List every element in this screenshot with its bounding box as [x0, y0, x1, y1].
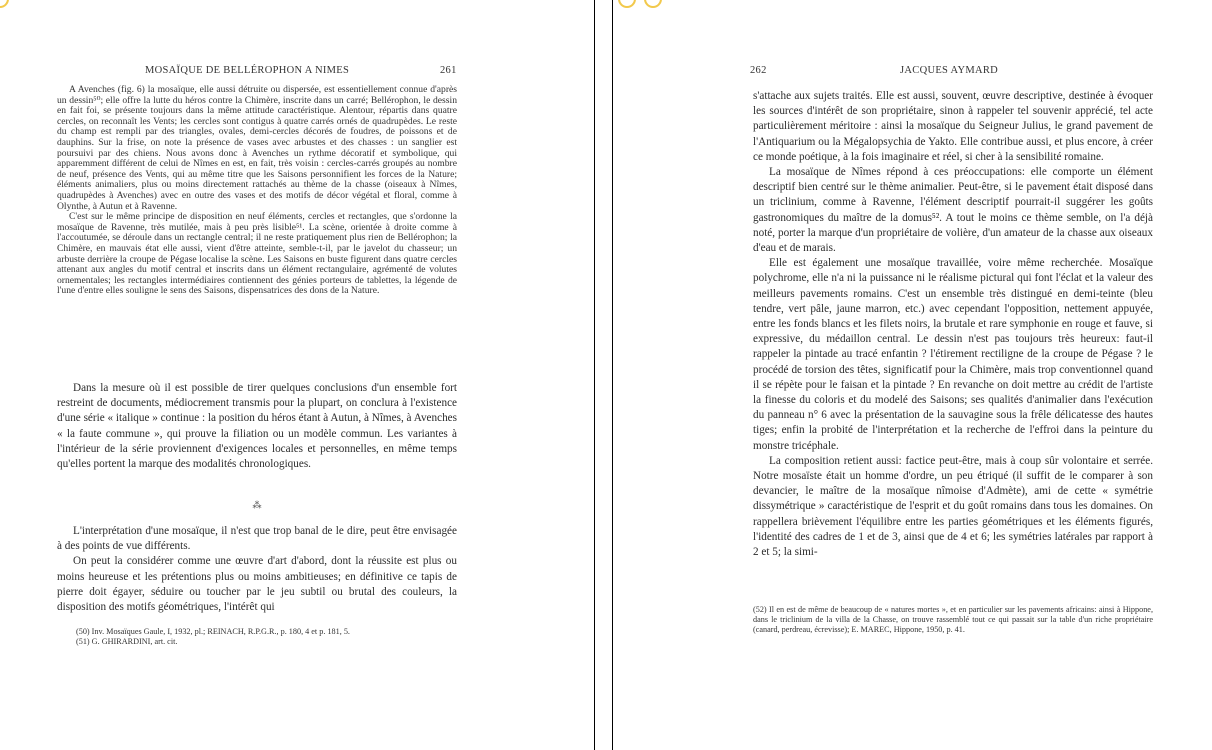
body-paragraph: Elle est également une mosaïque travaillée, voire même recherchée. Mosaïque polychrome, elle n'a ni la puissance ni le réalisme pictural qui font l'éclat et la valeur des meilleurs pavements romains. C'est un ensemble très distingué en demi-teinte (bleu tendre, vert pâle, jaune marron, etc.) avec cependant l'opposition, nettement appuyée, entre les fonds blancs et les filets noirs, la brutale et rare symphonie en rouge et fauve, si expressive, du médaillon central. Le dessin n'est pas toujours très heureux: faut-il rappeler la pintade au tracé enfantin ? l'étirement rectiligne de la croupe de Pégase ? le procédé de torsion des têtes, significatif pour la Chimère, mais trop conventionnel quand il se répète pour le faisan et la pintade ? En revanche on doit mettre au crédit de l'artiste la finesse du coloris et du modelé des Saisons; ses qualités d'animalier dans l'exécution du panneau n° 6 avec la présentation de la sauvagine sous la frêle délicatesse des hautes tiges; enfin la probité de l'interprétation et la recherche de l'effroi dans la peinture du monstre tricéphale. [753, 257, 1153, 452]
right-body [753, 89, 1153, 560]
right-running-title: JACQUES AYMARD [900, 65, 999, 76]
small-paragraph: C'est sur le même principe de disposition en neuf éléments, cercles et rectangles, que s'ordonne la mosaïque de Ravenne, très mutilée, mais à peu près lisible⁵¹. La scène, orientée à droite comme à l'accoutumée, se déroule dans un rectangle central; il ne reste pratiquement plus rien de Bellérophon; la Chimère, en mauvais état elle aussi, vient d'être atteinte, semble-t-il, par le javelot du chasseur; un arbuste derrière la croupe de Pégase localise la scène. Les Saisons en buste figurent dans quatre cercles attenant aux angles du motif central et inscrits dans un élément rectangulaire, agrémenté de volutes ornementales; les rectangles intermédiaires contiennent des génies porteurs de tablettes, la légende de l'une d'entre elles souligne le sens des Saisons, dispensatrices des dons de la Nature. [57, 211, 457, 297]
body-paragraph: La mosaïque de Nîmes répond à ces préoccupations: elle comporte un élément descriptif bien centré sur le thème animalier. Peut-être, si le pavement était disposé dans un triclinium, comme à Ravenne, l'élément descriptif pourrait-il suggérer les goûts gastronomiques du maître de la domus⁵². A tout le moins ce thème semble, on l'a déjà noté, porter la marque d'un propriétaire de volière, d'un amateur de la chasse aux oiseaux d'eau et de marais. [753, 166, 1153, 255]
left-page-number: 261 [440, 65, 457, 76]
footnote: (52) Il en est de même de beaucoup de « natures mortes », et en particulier sur les pavements africains: ainsi à Hippone, dans le triclinium de la villa de la Chasse, on trouve rassemblé tout ce qui passait sur la table d'un riche propriétaire (canard, perdreau, écrevisse); E. MAREC, Hippone, 1950, p. 41. [753, 605, 1153, 635]
body-paragraph: s'attache aux sujets traités. Elle est aussi, souvent, œuvre descriptive, destinée à évoquer les sources d'intérêt de son propriétaire, sinon à rappeler tel souvenir apprécié, tel acte particulièrement méritoire : ainsi la mosaïque du Seigneur Julius, le grand pavement de l'Antiquarium ou la Mégalopsychia de Yakto. Elle contribue aussi, et plus encore, à créer ce monde poétique, à la fois imaginaire et réel, si cher à la sensibilité romaine. [753, 90, 1153, 163]
small-paragraph: A Avenches (fig. 6) la mosaïque, elle aussi détruite ou dispersée, est essentiellement connue d'après un dessin⁵⁰; elle offre la lutte du héros contre la Chimère, inscrite dans un carré; Bellérophon, le dessin en fait foi, se présente toujours dans la même attitude caractéristique. Alentour, répartis dans quatre cercles, on reconnaît les Vents; les cercles sont contigus à quatre carrés ornés de quadrupèdes. Le reste du champ est rempli par des triangles, ovales, demi-cercles décorés de foudres, de poissons et de dauphins. Sur la frise, on note la présence de vases avec arbustes et des chasses : un sanglier est poursuivi par des chiens. Nous avons donc à Avenches un rythme décoratif et symbolique, qui apparemment différent de celui de Nîmes en est, en fait, très voisin : cercles-carrés groupés au nombre de neuf, présence des Vents, qui au même titre que les Saisons personnifient les forces de la Nature; éléments animaliers, plus ou moins directement rattachés au thème de la chasse (oiseaux à Nîmes, quadrupèdes à Avenches) avec en outre des vases et des motifs de décor végétal et floral, comme à Olynthe, à Autun et à Ravenne. [57, 84, 457, 212]
left-body-top [57, 381, 457, 472]
left-page [0, 0, 594, 750]
page-gutter-line [594, 0, 595, 750]
left-body-bottom [57, 524, 457, 615]
footnote: (50) Inv. Mosaïques Gaule, I, 1932, pl.; REINACH, R.P.G.R., p. 180, 4 et p. 181, 5. [76, 627, 350, 636]
body-paragraph: On peut la considérer comme une œuvre d'art d'abord, dont la réussite est plus ou moins heureuse et les prétentions plus ou moins ambitieuses; en définitive ce tapis de pierre doit égayer, séduire ou toucher par le jeu subtil ou brutal des couleurs, la disposition des motifs géométriques, l'intérêt qui [57, 555, 457, 614]
left-footnotes [76, 627, 456, 647]
body-paragraph: Dans la mesure où il est possible de tirer quelques conclusions d'un ensemble fort restreint de documents, médiocrement transmis pour la plupart, on conclura à l'existence d'une série « italique » continue : la position du héros étant à Autun, à Nîmes, à Avenches « la faute commune », qui prouve la filiation ou un modèle commun. Les variantes à l'intérieur de la série proviennent d'exigences locales et personnelles, en même temps qu'elles portent la marque des modalités chronologiques. [57, 382, 457, 471]
right-page-number: 262 [750, 65, 767, 76]
right-footnotes [753, 605, 1153, 636]
right-page [612, 0, 1212, 750]
asterism: ⁂ [252, 500, 262, 510]
footnote: (51) G. GHIRARDINI, art. cit. [76, 637, 178, 647]
left-small-print-block [57, 85, 457, 297]
body-paragraph: La composition retient aussi: factice peut-être, mais à coup sûr volontaire et serrée. Notre mosaïste était un homme d'ordre, un peu étriqué (il suffit de le comparer à son devancier, le maître de la mosaïque nîmoise d'Admète), ami de cette « symétrie dissymétrique » caractéristique de l'esprit et du goût romains dans tous les domaines. On rappellera brièvement l'équilibre entre les parties géométriques et les éléments figurés, l'identité des cadres de 1 et de 3, ainsi que de 4 et 6; les symétries latérales par rapport à 2 et 5; la simi- [753, 454, 1153, 559]
body-paragraph: L'interprétation d'une mosaïque, il n'est que trop banal de le dire, peut être envisagée à des points de vue différents. [57, 525, 457, 553]
left-running-title: MOSAÏQUE DE BELLÉROPHON A NIMES [145, 65, 350, 76]
